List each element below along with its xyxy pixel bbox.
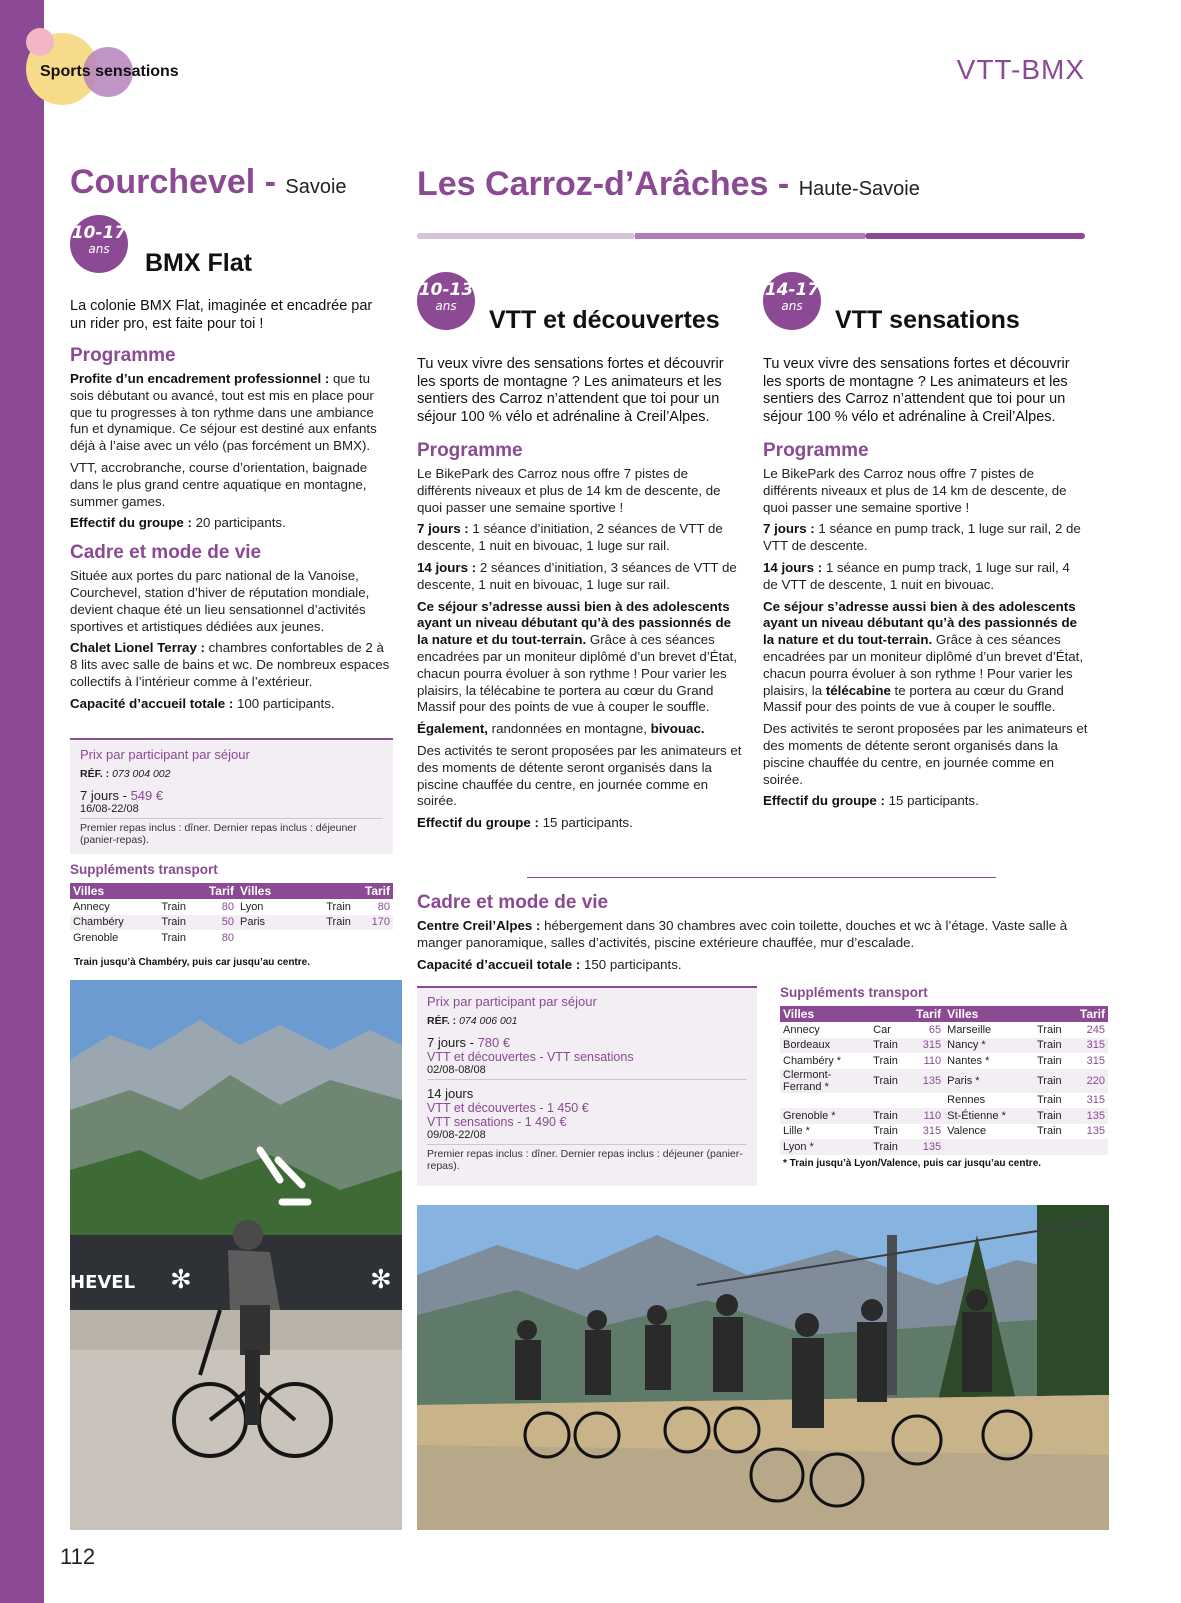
tarif-cell xyxy=(901,1093,944,1109)
mode-cell: Train xyxy=(323,915,354,931)
col-header: Villes xyxy=(70,883,158,899)
col-header: Tarif xyxy=(189,883,237,899)
tarif-cell xyxy=(354,930,393,946)
mode-cell: Train xyxy=(870,1108,901,1124)
table-row xyxy=(780,1022,1108,1038)
city-cell: Nancy * xyxy=(944,1038,1034,1054)
table-row xyxy=(70,899,393,915)
city-cell: Lyon xyxy=(239,900,264,913)
transport-table-courchevel xyxy=(70,883,393,946)
table-row xyxy=(780,1093,1108,1109)
cadre-body: Située aux portes du parc national de la Vanoise, Courchevel, station d’hiver de réputation mondiale, devient chaque été un lieu sensationnel d’activités sportives et artistiques dédiées aux jeunes. Chalet Lionel Terray : chambres confortables de 2 à 8 lits avec salle de bains et wc. De nombreux espaces collectifs à l’intérieur comme à l’extérieur. Capacité d’accueil totale : 100 participants. xyxy=(70,568,390,711)
tarif-cell: 80 xyxy=(221,931,234,944)
age-unit: ans xyxy=(88,242,110,256)
divider xyxy=(527,877,996,878)
price-value: 780 € xyxy=(477,1035,511,1050)
table-row xyxy=(70,930,393,946)
page-number: 112 xyxy=(60,1544,96,1569)
supp-note: Train jusqu’à Chambéry, puis car jusqu’au centre. xyxy=(74,957,310,968)
city-cell: Paris * xyxy=(944,1069,1034,1093)
price-title: Prix par participant par séjour xyxy=(80,747,250,762)
age-range: 14-17 xyxy=(764,280,820,300)
tarif-cell: 315 xyxy=(1086,1094,1105,1107)
tarif-cell: 315 xyxy=(1065,1038,1108,1054)
city-cell: Marseille xyxy=(947,1023,992,1036)
mode-cell: Train xyxy=(870,1038,901,1054)
mode-cell: Train xyxy=(1036,1125,1062,1138)
mode-cell xyxy=(870,1093,901,1109)
mode-cell: Train xyxy=(1036,1054,1062,1067)
programme-heading: Programme xyxy=(70,345,176,366)
activity-title: VTT et découvertes xyxy=(489,306,720,334)
bar-seg-2 xyxy=(635,233,865,239)
mode-cell: Train xyxy=(870,1069,901,1093)
tarif-cell: 245 xyxy=(1086,1023,1105,1036)
price-box-carroz: Prix par participant par séjour RÉF. : 074 006 001 7 jours - 780 € VTT et découvertes - VTT sensations 02/08-08/08 14 jours VTT et découvertes - 1 450 € VTT sensations - 1 490 € 09/08-22/08 Premier repas inclus : dîner. Dernier repas inclus : déjeuner (panier-repas). xyxy=(417,988,757,1186)
price-detail: VTT sensations - 1 490 € xyxy=(427,1115,567,1129)
col-header: Tarif xyxy=(354,883,393,899)
vtt-group-illustration xyxy=(417,1205,1109,1530)
cadre-heading: Cadre et mode de vie xyxy=(417,892,609,913)
courchevel-region: Savoie xyxy=(285,176,347,198)
programme-body: Profite d’un encadrement professionnel : que tu sois débutant ou avancé, tout est mis en place pour que tu progresses à ton rythme dans une ambiance fun et dynamique. Ce séjour est destiné aux enfants déjà à l’aise avec un vélo (pas forcément un BMX). VTT, accrobranche, course d’orientation, baignade dans le plus grand centre aquatique en montagne, summer games. Effectif du groupe : 20 participants. xyxy=(70,371,377,531)
price-dates: 16/08-22/08 xyxy=(80,803,383,819)
table-row xyxy=(780,1069,1108,1093)
svg-text:HEVEL: HEVEL xyxy=(70,1272,136,1293)
price-detail: VTT et découvertes - VTT sensations xyxy=(427,1050,634,1064)
city-cell xyxy=(944,1139,1034,1155)
city-cell: Nantes * xyxy=(947,1054,990,1067)
tarif-cell: 135 xyxy=(901,1069,944,1093)
transport-table-carroz xyxy=(780,1006,1108,1155)
courchevel-title xyxy=(70,163,347,202)
svg-text:✻: ✻ xyxy=(370,1265,392,1295)
sidebar-band xyxy=(0,0,44,1603)
bar-seg-3 xyxy=(865,233,1085,239)
courchevel-programme xyxy=(70,345,393,718)
cadre-heading: Cadre et mode de vie xyxy=(70,542,262,564)
mode-cell: Car xyxy=(873,1023,891,1036)
city-cell: Chambéry xyxy=(70,915,158,931)
age-unit: ans xyxy=(781,299,803,313)
city-cell: St-Étienne * xyxy=(944,1108,1034,1124)
tarif-cell: 65 xyxy=(928,1023,942,1036)
table-row xyxy=(780,1124,1108,1140)
col-header: Villes xyxy=(780,1006,870,1022)
col2-content xyxy=(763,356,1088,815)
carroz-cadre xyxy=(417,892,1087,978)
city-cell: Annecy xyxy=(73,900,110,913)
section-tag: Sports sensations xyxy=(40,63,179,80)
tarif-cell: 110 xyxy=(901,1108,944,1124)
bubble-pink xyxy=(26,28,54,56)
divider xyxy=(70,738,393,740)
mode-cell: Train xyxy=(1034,1108,1065,1124)
tarif-cell: 170 xyxy=(354,915,393,931)
city-cell: Annecy xyxy=(783,1023,820,1036)
tarif-cell: 110 xyxy=(923,1054,942,1067)
mode-cell: Train xyxy=(1034,1038,1065,1054)
intro-text: La colonie BMX Flat, imaginée et encadrée par un rider pro, est faite pour toi ! xyxy=(70,298,373,332)
tarif-cell: 80 xyxy=(377,900,390,913)
table-row xyxy=(780,1139,1108,1155)
col-header: Villes xyxy=(944,1006,1034,1022)
tarif-cell: 80 xyxy=(221,900,234,913)
table-row xyxy=(780,1108,1108,1124)
intro-text: Tu veux vivre des sensations fortes et découvrir les sports de montagne ? Les animateurs et les sentiers des Carroz n’attendent que toi pour un séjour 100 % vélo et adrénaline à Creil’Alpes. xyxy=(763,356,1070,425)
price-dates: 09/08-22/08 xyxy=(427,1129,747,1145)
city-cell: Grenoble * xyxy=(780,1108,870,1124)
programme-body: Le BikePark des Carroz nous offre 7 pistes de différents niveaux et plus de 14 km de descente, de quoi passer une semaine sportive ! 7 jours : 1 séance en pump track, 1 luge sur rail, 2 de VTT de descente. 14 jours : 1 séance en pump track, 1 luge sur rail, 4 de VTT de descente, 1 nuit en bivouac. Ce séjour s’adresse aussi bien à des adolescents ayant un niveau débutant qu’à des passionnés de la nature et du tout-terrain. Grâce à ces séances encadrées par un moniteur diplômé d’un brevet d’État, chacun pourra évoluer à son rythme ! Pour varier les plaisirs, la télécabine te portera au cœur du Grand Massif pour des points de vue à couper le souffle. Des activités te seront proposées par les animateurs et des moments de détente seront organisés dans la piscine chauffée du centre, en journée comme en soirée. Effectif du groupe : 15 participants. xyxy=(763,466,1088,809)
table-row xyxy=(780,1053,1108,1069)
mode-cell: Train xyxy=(326,900,351,913)
tarif-cell: 315 xyxy=(1086,1054,1105,1067)
city-cell: Paris xyxy=(237,915,323,931)
activity-title: BMX Flat xyxy=(145,249,252,277)
age-range: 10-13 xyxy=(418,280,474,300)
tarif-cell: 315 xyxy=(922,1125,942,1138)
mode-cell: Train xyxy=(873,1054,898,1067)
price-detail: VTT et découvertes - 1 450 € xyxy=(427,1101,589,1115)
tarif-cell: 220 xyxy=(1065,1069,1108,1093)
mode-cell xyxy=(1034,1139,1065,1155)
age-badge-col2 xyxy=(763,272,821,330)
age-badge-courchevel xyxy=(70,215,128,273)
city-cell: Bordeaux xyxy=(780,1038,870,1054)
price-box-courchevel: Prix par participant par séjour RÉF. : 073 004 002 7 jours - 549 € 16/08-22/08 Premier repas inclus : dîner. Dernier repas inclus : déjeuner (panier-repas). xyxy=(70,741,393,854)
city-cell: Grenoble xyxy=(73,931,119,944)
city-cell: Chambéry * xyxy=(783,1054,842,1067)
price-note: Premier repas inclus : dîner. Dernier repas inclus : déjeuner (panier-repas). xyxy=(80,822,357,846)
mode-cell: Train xyxy=(1036,1094,1062,1107)
courchevel-name: Courchevel - xyxy=(70,163,276,201)
carroz-title xyxy=(417,165,920,204)
programme-heading: Programme xyxy=(417,440,523,461)
mode-cell: Train xyxy=(1036,1023,1062,1036)
mode-cell: Train xyxy=(161,931,186,944)
programme-body: Le BikePark des Carroz nous offre 7 pistes de différents niveaux et plus de 14 km de descente, de quoi passer une semaine sportive ! 7 jours : 1 séance d’initiation, 2 séances de VTT de descente, 1 nuit en bivouac, 1 luge sur rail. 14 jours : 2 séances d’initiation, 3 séances de VTT de descente, 1 nuit en bivouac, 1 luge sur rail. Ce séjour s’adresse aussi bien à des adolescents ayant un niveau débutant qu’à des passionnés de la nature et du tout-terrain. Grâce à ces séances encadrées par un moniteur diplômé d’un brevet d’État, chacun pourra évoluer à son rythme ! Pour varier les plaisirs, la télécabine te portera au cœur du Grand Massif pour des points de vue à couper le souffle. Également, randonnées en montagne, bivouac. Des activités te seront proposées par les animateurs et des moments de détente seront organisés dans la piscine chauffée du centre, en journée comme en soirée. Effectif du groupe : 15 participants. xyxy=(417,466,742,831)
tarif-cell: 50 xyxy=(189,915,237,931)
category-title: VTT-BMX xyxy=(956,54,1085,85)
city-cell: Lyon * xyxy=(780,1139,870,1155)
col-header: Villes xyxy=(237,883,323,899)
mode-cell: Train xyxy=(870,1139,901,1155)
carroz-region: Haute-Savoie xyxy=(798,178,920,200)
mode-cell: Train xyxy=(1034,1069,1065,1093)
mode-cell: Train xyxy=(161,900,186,913)
age-unit: ans xyxy=(435,299,457,313)
svg-text:✻: ✻ xyxy=(170,1265,192,1295)
activity-title: VTT sensations xyxy=(835,306,1020,334)
city-cell: Valence xyxy=(947,1125,987,1138)
price-value: 549 € xyxy=(130,788,164,803)
tarif-cell: 135 xyxy=(901,1139,944,1155)
price-dates: 02/08-08/08 xyxy=(427,1064,747,1080)
mode-cell: Train xyxy=(873,1125,898,1138)
photo-courchevel xyxy=(70,980,402,1530)
age-range: 10-17 xyxy=(71,223,127,243)
photo-carroz xyxy=(417,1205,1109,1530)
city-cell: Clermont-Ferrand * xyxy=(780,1069,870,1093)
city-cell xyxy=(237,930,323,946)
table-row xyxy=(780,1038,1108,1054)
price-note: Premier repas inclus : dîner. Dernier repas inclus : déjeuner (panier-repas). xyxy=(427,1148,743,1172)
bmx-rider-illustration xyxy=(70,980,402,1530)
city-cell: Lille * xyxy=(783,1125,810,1138)
supp-title: Suppléments transport xyxy=(780,985,928,1000)
col-header: Tarif xyxy=(901,1006,944,1022)
mode-cell: Train xyxy=(158,915,189,931)
table-row xyxy=(70,915,393,931)
tarif-cell: 135 xyxy=(1086,1125,1105,1138)
age-badge-col1 xyxy=(417,272,475,330)
price-title: Prix par participant par séjour xyxy=(427,994,597,1009)
mode-cell xyxy=(323,930,354,946)
tarif-cell xyxy=(1065,1139,1108,1155)
carroz-name: Les Carroz-d’Arâches - xyxy=(417,165,790,203)
col-header: Tarif xyxy=(1065,1006,1108,1022)
intro-text: Tu veux vivre des sensations fortes et découvrir les sports de montagne ? Les animateurs et les sentiers des Carroz n’attendent que toi pour un séjour 100 % vélo et adrénaline à Creil’Alpes. xyxy=(417,356,724,425)
supp-title: Suppléments transport xyxy=(70,862,218,877)
programme-heading: Programme xyxy=(763,440,869,461)
bar-seg-1 xyxy=(417,233,635,239)
city-cell: Rennes xyxy=(947,1094,986,1107)
city-cell xyxy=(780,1093,870,1109)
col1-content xyxy=(417,356,742,837)
tarif-cell: 315 xyxy=(901,1038,944,1054)
tarif-cell: 135 xyxy=(1065,1108,1108,1124)
cadre-body: Centre Creil’Alpes : hébergement dans 30 chambres avec coin toilette, douches et wc à l’étage. Vaste salle à manger panoramique, salles d’activités, piscine extérieure chauffée, mur d’escalade. Capacité d’accueil totale : 150 participants. xyxy=(417,918,1068,972)
supp-note: * Train jusqu’à Lyon/Valence, puis car jusqu’au centre. xyxy=(783,1158,1042,1169)
